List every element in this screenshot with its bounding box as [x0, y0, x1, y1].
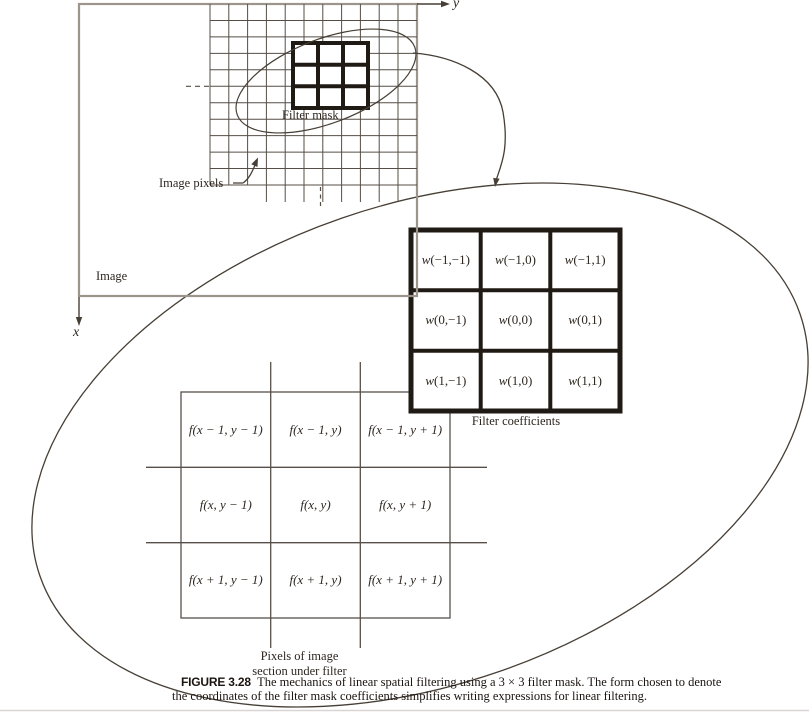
coefficient-cell: w (1,0): [498, 372, 533, 388]
y-axis-arrowhead: [441, 1, 450, 7]
image-pixels-arrowhead: [251, 158, 258, 168]
coefficient-cell: w (1,1): [568, 372, 602, 388]
figure-caption-line1: FIGURE 3.28 The mechanics of linear spatial filtering using a 3 × 3 filter mask. The form chosen to denote: [181, 675, 722, 689]
pixel-cell: f (x + 1, y + 1): [368, 572, 443, 588]
pixel-cell: f (x − 1, y − 1): [188, 421, 263, 437]
filter-mask-grid: [293, 43, 368, 108]
pixel-cell: f (x + 1, y − 1): [188, 572, 263, 588]
zoom-connector-arrow: [413, 53, 505, 187]
x-axis-label: x: [73, 325, 80, 340]
figure-caption-tag: FIGURE 3.28: [181, 675, 251, 689]
pixel-cell: f (x + 1, y): [289, 572, 342, 588]
coefficient-cell: w (−1,0): [495, 252, 536, 268]
pixel-cell: f (x, y + 1): [379, 496, 432, 512]
y-axis-arrow: [417, 1, 450, 7]
pixel-cell: f (x − 1, y): [289, 421, 342, 437]
filter-coefficients-cells: [411, 230, 620, 411]
image-section-pixel-cells: [181, 392, 450, 618]
image-pixels-arrow: [233, 158, 258, 184]
coefficient-cell: w (0,0): [498, 312, 533, 328]
coefficient-cell: w (0,−1): [425, 312, 467, 328]
filter-coefficients-label: Filter coefficients: [471, 414, 561, 428]
pixels-section-label-line2: section under filter: [252, 664, 347, 678]
coefficient-cell: w (−1,−1): [421, 252, 470, 268]
coefficient-cell: w (0,1): [568, 312, 602, 328]
image-label: Image: [96, 269, 128, 283]
figure-caption-line2: the coordinates of the filter mask coefficients simplifies writing expressions for linear filtering.: [172, 688, 647, 703]
y-axis-label: y: [453, 0, 460, 11]
coefficient-cell: w (1,−1): [425, 372, 467, 388]
filter-mask-label: Filter mask: [282, 108, 339, 122]
pixel-cell: f (x − 1, y + 1): [368, 421, 443, 437]
pixels-section-label-line1: Pixels of image: [260, 649, 339, 663]
coefficient-cell: w (−1,1): [564, 252, 606, 268]
figure-caption: [172, 676, 806, 703]
pixel-cell: f (x, y − 1): [199, 496, 252, 512]
x-axis-arrow: [76, 297, 82, 326]
pixel-cell: f (x, y): [300, 496, 331, 512]
image-pixels-label: Image pixels: [159, 176, 224, 190]
